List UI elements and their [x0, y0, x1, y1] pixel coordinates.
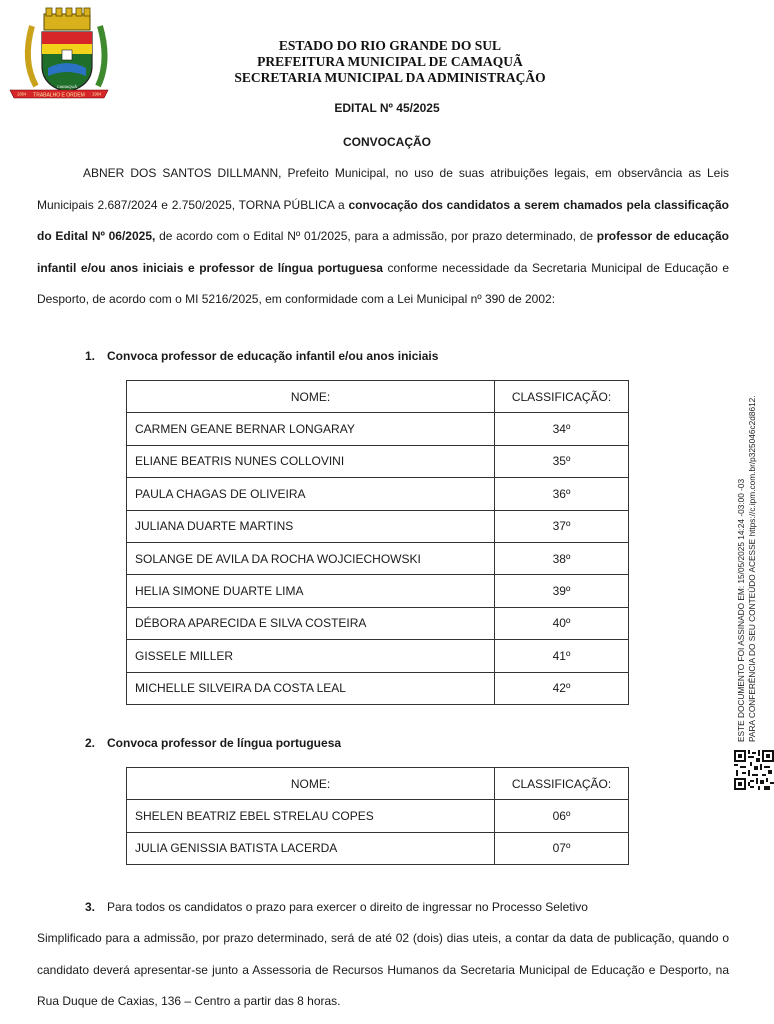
state-name: ESTADO DO RIO GRANDE DO SUL — [278, 38, 502, 53]
section-1-table — [126, 380, 629, 705]
section-2-title: Convoca professor de língua portuguesa — [107, 736, 342, 750]
name-column-header: NOME: — [127, 381, 495, 413]
candidate-classification: 41º — [495, 640, 629, 672]
table-row — [127, 575, 629, 607]
candidate-classification: 34º — [495, 413, 629, 445]
table-row — [127, 832, 629, 864]
candidate-classification: 38º — [495, 542, 629, 574]
section-3-paragraph: Simplificado para a admissão, por prazo determinado, será de até 02 (dois) dias uteis, a contar da data de publicação, quando o candidato deverá apresentar-se junto a Assessoria de Recursos Humanos da Secretaria Municipal de Educação e Desporto, na Rua Duque de Caxias, 136 – Centro a partir das 8 horas. — [37, 931, 729, 1008]
section-3-number: 3. — [85, 900, 96, 914]
letterhead — [200, 38, 580, 86]
candidate-classification: 06º — [495, 800, 629, 832]
candidate-classification: 39º — [495, 575, 629, 607]
candidate-name: DÉBORA APARECIDA E SILVA COSTEIRA — [127, 607, 495, 639]
candidate-name: JULIANA DUARTE MARTINS — [127, 510, 495, 542]
shield-icon — [42, 32, 92, 92]
candidate-name: SHELEN BEATRIZ EBEL STRELAU COPES — [127, 800, 495, 832]
candidate-classification: 36º — [495, 478, 629, 510]
candidate-classification: 37º — [495, 510, 629, 542]
section-2-table — [126, 767, 629, 865]
table-row — [127, 607, 629, 639]
section-1-heading — [85, 349, 438, 363]
candidate-classification: 40º — [495, 607, 629, 639]
table-row — [127, 640, 629, 672]
intro-paragraph — [37, 158, 729, 316]
candidate-name: SOLANGE DE AVILA DA ROCHA WOJCIECHOWSKI — [127, 542, 495, 574]
coat-of-arms-logo — [8, 6, 110, 102]
edital-title: EDITAL Nº 45/2025 — [334, 101, 440, 115]
shield-city-name: CAMAQUÃ — [56, 84, 78, 89]
table-row — [127, 445, 629, 477]
section-3-first-text: Para todos os candidatos o prazo para exercer o direito de ingressar no Processo Seletivo — [107, 900, 588, 914]
table-header-row — [127, 768, 629, 800]
prefecture-name: PREFEITURA MUNICIPAL DE CAMAQUÃ — [257, 54, 523, 69]
candidate-name: PAULA CHAGAS DE OLIVEIRA — [127, 478, 495, 510]
founding-year-right: 1964 — [92, 91, 102, 97]
classification-column-header: CLASSIFICAÇÃO: — [495, 768, 629, 800]
candidate-name: HELIA SIMONE DUARTE LIMA — [127, 575, 495, 607]
candidate-classification: 42º — [495, 672, 629, 704]
section-1-number: 1. — [85, 349, 96, 363]
classification-column-header: CLASSIFICAÇÃO: — [495, 381, 629, 413]
candidate-classification: 35º — [495, 445, 629, 477]
convocacao-title: CONVOCAÇÃO — [342, 135, 431, 149]
table-row — [127, 800, 629, 832]
section-1-title: Convoca professor de educação infantil e/ou anos iniciais — [107, 349, 439, 363]
crown-icon — [44, 8, 90, 30]
signature-line-2: PARA CONFERÊNCIA DO SEU CONTEÚDO ACESSE https://c.ipm.com.br/p325046c2d8612. — [747, 395, 757, 742]
founding-year-left: 1864 — [17, 91, 27, 97]
section-3-first-line — [85, 900, 588, 914]
candidate-classification: 07º — [495, 832, 629, 864]
digital-signature-stamp — [736, 322, 758, 742]
table-header-row — [127, 381, 629, 413]
name-column-header: NOME: — [127, 768, 495, 800]
table-row — [127, 478, 629, 510]
candidate-name: MICHELLE SILVEIRA DA COSTA LEAL — [127, 672, 495, 704]
table-row — [127, 413, 629, 445]
candidate-name: GISSELE MILLER — [127, 640, 495, 672]
intro-bold-1: convocação dos candidatos a serem chamados pela classificação do Edital Nº 06/2025, — [37, 197, 729, 243]
section-2-heading — [85, 736, 341, 750]
qr-code-icon[interactable] — [734, 750, 774, 790]
section-2-number: 2. — [85, 736, 96, 750]
ribbon-banner — [10, 90, 108, 99]
intro-text-1: ABNER DOS SANTOS DILLMANN, Prefeito Municipal, no uso de suas atribuições legais, em observância as Leis Municipais 2.687/2024 e 2.750/2025, TORNA PÚBLICA a — [37, 166, 729, 212]
motto-text: TRABALHO E ORDEM — [33, 92, 85, 99]
candidate-name: CARMEN GEANE BERNAR LONGARAY — [127, 413, 495, 445]
intro-text-2: de acordo com o Edital Nº 01/2025, para a admissão, por prazo determinado, de — [155, 229, 597, 243]
candidate-name: ELIANE BEATRIS NUNES COLLOVINI — [127, 445, 495, 477]
intro-text-3: conforme necessidade da Secretaria Municipal de Educação e Desporto, de acordo com o MI 5216/2025, em conformidade com a Lei Municipal nº 390 de 2002: — [37, 260, 730, 306]
secretariat-name: SECRETARIA MUNICIPAL DA ADMINISTRAÇÃO — [234, 70, 546, 85]
intro-bold-2: professor de educação infantil e/ou anos iniciais e professor de língua portuguesa — [37, 229, 729, 275]
table-row — [127, 672, 629, 704]
table-row — [127, 510, 629, 542]
signature-line-1: ESTE DOCUMENTO FOI ASSINADO EM: 15/05/2025 14:24 -03:00 -03 — [736, 478, 746, 742]
table-row — [127, 542, 629, 574]
candidate-name: JULIA GENISSIA BATISTA LACERDA — [127, 832, 495, 864]
